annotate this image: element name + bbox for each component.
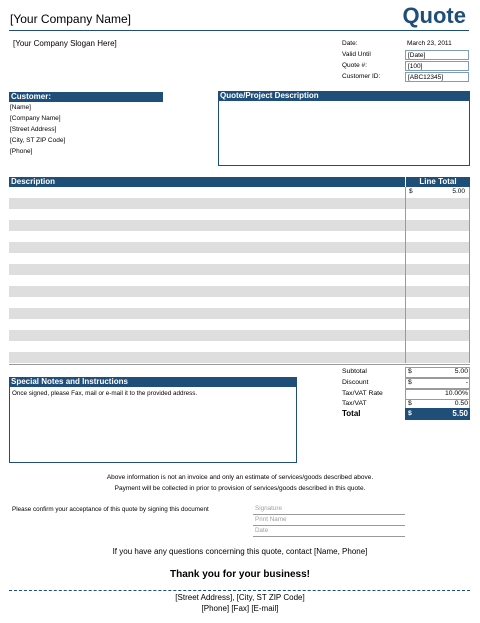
date-value: March 23, 2011 <box>407 40 452 47</box>
footer-rule <box>9 590 470 591</box>
signature-date-field[interactable]: Date <box>253 527 405 537</box>
line-total-currency: $ <box>409 188 413 195</box>
line-total-cell[interactable] <box>405 242 470 253</box>
total-currency: $ <box>408 410 412 417</box>
quote-number-label: Quote #: <box>342 62 367 69</box>
signature-field[interactable]: Signature <box>253 505 405 515</box>
line-total-amount: 5.00 <box>452 188 465 195</box>
table-row[interactable] <box>9 341 470 352</box>
valid-until-field[interactable]: [Date] <box>405 50 469 60</box>
line-total-cell[interactable] <box>405 341 470 352</box>
tax-rate-value: 10.00% <box>444 390 468 397</box>
project-description-heading: Quote/Project Description <box>218 91 470 101</box>
line-total-column-header: Line Total <box>405 177 470 187</box>
table-row[interactable] <box>9 319 470 330</box>
header-rule <box>9 30 469 31</box>
table-row[interactable] <box>9 187 470 198</box>
table-row[interactable] <box>9 231 470 242</box>
footer-address: [Street Address], [City, ST ZIP Code] <box>175 593 305 602</box>
line-total-cell[interactable] <box>405 330 470 341</box>
discount-box[interactable] <box>405 378 470 389</box>
table-row[interactable] <box>9 209 470 220</box>
discount-value: - <box>465 379 468 386</box>
table-bottom-rule <box>9 364 470 365</box>
table-row[interactable] <box>9 352 470 363</box>
quote-number-field[interactable]: [100] <box>405 61 469 71</box>
line-total-cell[interactable] <box>405 231 470 242</box>
description-column-header: Description <box>9 177 405 187</box>
subtotal-label: Subtotal <box>342 368 367 375</box>
discount-label: Discount <box>342 379 369 386</box>
table-row[interactable] <box>9 275 470 286</box>
line-total-cell[interactable] <box>405 198 470 209</box>
line-total-cell[interactable] <box>405 319 470 330</box>
special-notes-heading: Special Notes and Instructions <box>9 377 297 387</box>
print-name-field[interactable]: Print Name <box>253 516 405 526</box>
tax-label: Tax/VAT <box>342 400 367 407</box>
line-total-cell[interactable] <box>405 308 470 319</box>
total-value: 5.50 <box>452 409 468 418</box>
line-total-cell[interactable] <box>405 253 470 264</box>
customer-phone[interactable]: [Phone] <box>10 148 33 155</box>
confirm-text: Please confirm your acceptance of this quote by signing this document <box>12 506 209 513</box>
company-slogan: [Your Company Slogan Here] <box>13 39 117 48</box>
tax-rate-label: Tax/VAT Rate <box>342 390 383 397</box>
valid-until-label: Valid Until <box>342 51 371 58</box>
footer-contact: [Phone] [Fax] [E-mail] <box>201 604 279 613</box>
disclaimer-line-1: Above information is not an invoice and only an estimate of services/goods described above. <box>106 474 374 481</box>
customer-city[interactable]: [City, ST ZIP Code] <box>10 137 66 144</box>
subtotal-value: 5.00 <box>454 368 468 375</box>
tax-currency: $ <box>408 400 412 407</box>
customer-company[interactable]: [Company Name] <box>10 115 61 122</box>
line-total-cell[interactable] <box>405 275 470 286</box>
customer-id-field[interactable]: [ABC12345] <box>405 72 469 82</box>
thank-you-text: Thank you for your business! <box>169 569 311 580</box>
contact-text: If you have any questions concerning this quote, contact [Name, Phone] <box>112 547 368 556</box>
special-notes-text: Once signed, please Fax, mail or e-mail it to the provided address. <box>12 390 198 397</box>
line-total-cell[interactable] <box>405 187 470 198</box>
date-label: Date: <box>342 40 358 47</box>
table-row[interactable] <box>9 286 470 297</box>
total-label: Total <box>342 409 361 418</box>
line-total-cell[interactable] <box>405 220 470 231</box>
discount-currency: $ <box>408 379 412 386</box>
customer-heading: Customer: <box>9 92 163 102</box>
subtotal-currency: $ <box>408 368 412 375</box>
line-total-cell[interactable] <box>405 264 470 275</box>
table-row[interactable] <box>9 220 470 231</box>
line-total-cell[interactable] <box>405 352 470 363</box>
table-row[interactable] <box>9 264 470 275</box>
document-title: Quote <box>402 3 466 28</box>
table-row[interactable] <box>9 253 470 264</box>
table-row[interactable] <box>9 330 470 341</box>
customer-street[interactable]: [Street Address] <box>10 126 57 133</box>
customer-id-label: Customer ID: <box>342 73 381 80</box>
company-name: [Your Company Name] <box>10 12 131 26</box>
table-row[interactable] <box>9 297 470 308</box>
tax-value: 0.50 <box>454 400 468 407</box>
customer-name[interactable]: [Name] <box>10 104 31 111</box>
table-row[interactable] <box>9 308 470 319</box>
project-description-box[interactable] <box>218 91 470 166</box>
table-row[interactable] <box>9 242 470 253</box>
disclaimer-line-2: Payment will be collected in prior to provision of services/goods described in this quote. <box>114 485 366 492</box>
line-total-cell[interactable] <box>405 209 470 220</box>
line-total-cell[interactable] <box>405 297 470 308</box>
table-row[interactable] <box>9 198 470 209</box>
line-total-cell[interactable] <box>405 286 470 297</box>
